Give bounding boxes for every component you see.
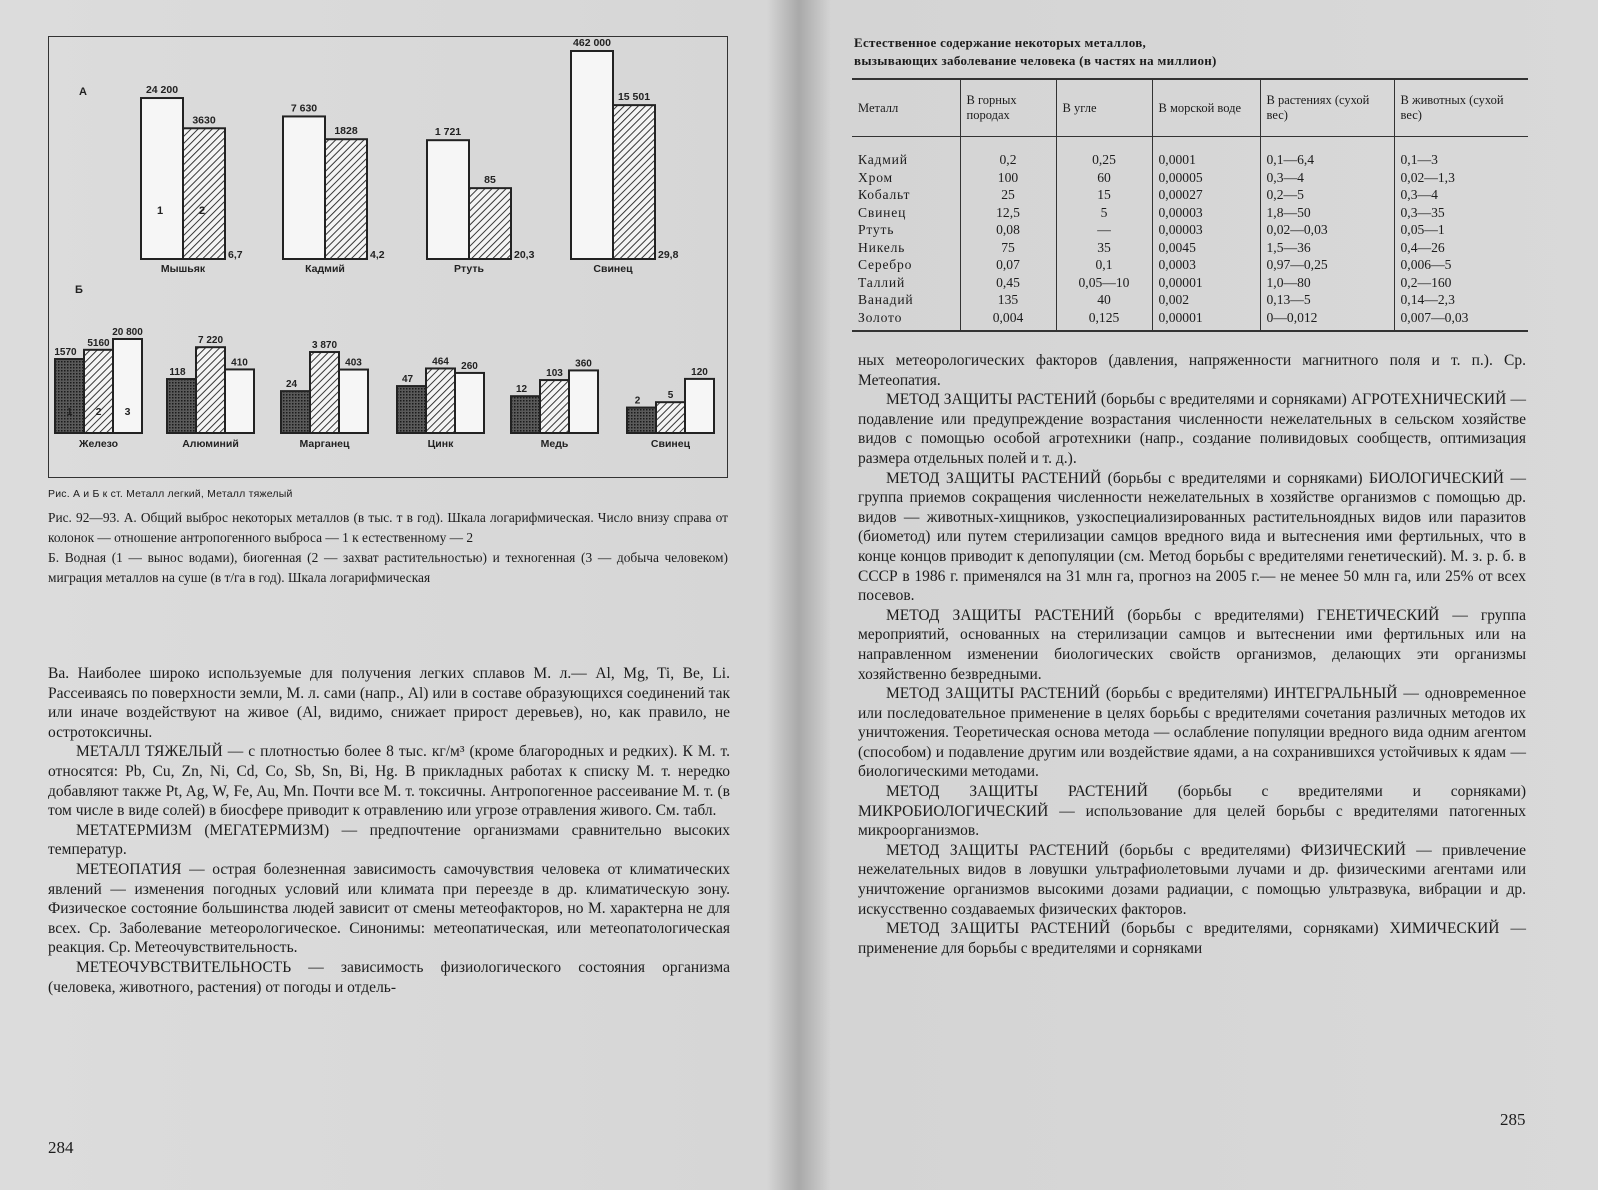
cell-seawater: 0,00005	[1152, 169, 1260, 187]
table-row	[852, 239, 1528, 257]
cell-animals: 0,2—160	[1394, 274, 1528, 292]
bar-biogenic-migration	[196, 347, 225, 433]
group-label: Ртуть	[454, 263, 484, 275]
metals-table	[852, 78, 1528, 332]
paragraph-chemical: МЕТОД ЗАЩИТЫ РАСТЕНИЙ (борьбы с вредителями, сорняками) ХИМИЧЕСКИЙ — применение для борьбы с вредителями и сорняками	[858, 920, 1526, 957]
cell-seawater: 0,00001	[1152, 309, 1260, 332]
bar-natural	[183, 128, 225, 259]
bar-value-label: 1570	[54, 347, 77, 359]
bar-value-label: 360	[575, 358, 592, 370]
cell-coal: 35	[1056, 239, 1152, 257]
bar-value-label: 462 000	[573, 37, 611, 49]
cell-plants: 0—0,012	[1260, 309, 1394, 332]
paragraph-light-metal-end: Ва. Наиболее широко используемые для получения легких сплавов М. л.— Al, Mg, Ti, Be, Li. Рассеиваясь по поверхности земли, М. л. сами (напр., Al) или в составе образующихся соединений так или иначе воздействуют на живое (Al, видимо, снижает прирост деревьев), но, как правило, не остротоксичны.	[48, 665, 730, 741]
group-label: Железо	[78, 438, 119, 450]
bar-value-label: 24	[285, 379, 298, 391]
bar-anthropogenic	[571, 51, 613, 259]
bar-value-label: 2	[634, 395, 641, 407]
paragraph-physical: МЕТОД ЗАЩИТЫ РАСТЕНИЙ (борьбы с вредителями) ФИЗИЧЕСКИЙ — привлечение нежелательных видов в ловушки ультрафиолетовыми лучами и др. физическими агентами или уничтожение организмов высокими дозами радиации, с помощью ультразвука, вибрации и др. искусственно создаваемых физических факторов.	[858, 841, 1526, 918]
cell-plants: 1,8—50	[1260, 204, 1394, 222]
group-label: Медь	[540, 438, 569, 450]
series-number: 1	[66, 406, 73, 418]
col-header-coal: В угле	[1056, 79, 1152, 137]
col-header-plants: В растениях (сухой вес)	[1260, 79, 1394, 137]
cell-seawater: 0,0003	[1152, 256, 1260, 274]
table-row	[852, 204, 1528, 222]
table-row	[852, 291, 1528, 309]
paragraph-microbiological: МЕТОД ЗАЩИТЫ РАСТЕНИЙ (борьбы с вредителями и сорняками) МИКРОБИОЛОГИЧЕСКИЙ — использование для целей борьбы с вредителями патогенных микроорганизмов.	[858, 783, 1526, 840]
cell-animals: 0,3—4	[1394, 186, 1528, 204]
ratio-label: 4,2	[370, 249, 385, 261]
cell-plants: 0,2—5	[1260, 186, 1394, 204]
figure-bar-charts	[48, 36, 728, 478]
cell-plants: 0,02—0,03	[1260, 221, 1394, 239]
cell-seawater: 0,0001	[1152, 137, 1260, 169]
table-row	[852, 169, 1528, 187]
left-page	[0, 0, 798, 1190]
group-label: Свинец	[650, 438, 691, 450]
cell-seawater: 0,002	[1152, 291, 1260, 309]
paragraph-heavy-metal	[48, 742, 730, 820]
cell-animals: 0,3—35	[1394, 204, 1528, 222]
group-label: Цинк	[427, 438, 454, 450]
page-number-left: 284	[48, 1138, 74, 1157]
bar-value-label: 260	[461, 360, 478, 372]
table-row	[852, 309, 1528, 332]
bar-water-migration	[281, 391, 310, 433]
cell-coal: 40	[1056, 291, 1152, 309]
figure-reference-caption: Рис. А и Б к ст. Металл легкий, Металл тяжелый	[48, 488, 293, 500]
group-label: Мышьяк	[160, 263, 206, 275]
col-header-seawater: В морской воде	[1152, 79, 1260, 137]
cell-seawater: 0,0045	[1152, 239, 1260, 257]
paragraph-agrotechnical: МЕТОД ЗАЩИТЫ РАСТЕНИЙ (борьбы с вредителями и сорняками) АГРОТЕХНИЧЕСКИЙ — подавление или предупреждение возрастания численности нежелательных в сельском хозяйстве видов с помощью особой агротехники (напр., создание поливидовых сообществ, оптимизация размера отдельных полей и т. д.).	[858, 391, 1526, 467]
bar-value-label: 120	[691, 366, 708, 378]
bar-value-label: 20 800	[112, 326, 143, 338]
bar-biogenic-migration	[426, 368, 455, 433]
bar-biogenic-migration	[540, 380, 569, 433]
cell-coal: —	[1056, 221, 1152, 239]
cell-animals: 0,02—1,3	[1394, 169, 1528, 187]
cell-metal: Таллий	[858, 274, 906, 290]
bar-technogenic-migration	[339, 370, 368, 433]
bar-value-label: 1 721	[434, 126, 462, 139]
col-header-animals: В животных (сухой вес)	[1394, 79, 1528, 137]
bar-anthropogenic	[283, 116, 325, 259]
cell-coal: 0,25	[1056, 137, 1152, 169]
cell-rocks: 0,2	[960, 137, 1056, 169]
figure-svg	[49, 37, 727, 477]
cell-animals: 0,007—0,03	[1394, 309, 1528, 332]
series-number: 2	[95, 406, 102, 418]
bar-water-migration	[627, 408, 656, 433]
paragraph-meteopathy: МЕТЕОПАТИЯ — острая болезненная зависимость самочувствия человека от климатических явлений — изменения погодных условий или климата при переезде в др. климатическую зону. Физическое состояние большинства людей зависит от смены метеофакторов, но М. характерна не для всех. Ср. Заболевание метеорологическое. Синонимы: метеопатическая, или метеопатологическая реакция. Ср. Метеочувствительность.	[48, 860, 730, 957]
bar-value-label: 1828	[334, 125, 358, 138]
bar-value-label: 3 870	[311, 340, 338, 352]
table-title	[854, 34, 1217, 70]
figure-caption-b: Б. Водная (1 — вынос водами), биогенная (2 — захват растительностью) и техногенная (3 — добыча человеком) миграция металлов на суше (в т/га в год). Шкала логарифмическая	[48, 550, 728, 585]
cell-metal: Никель	[858, 239, 906, 255]
series-number: 2	[198, 205, 206, 217]
group-label: Свинец	[593, 263, 633, 275]
cell-coal: 5	[1056, 204, 1152, 222]
bar-anthropogenic	[427, 140, 469, 259]
paragraph-genetic: МЕТОД ЗАЩИТЫ РАСТЕНИЙ (борьбы с вредителями) ГЕНЕТИЧЕСКИЙ — группа мероприятий, основанных на стерилизации самцов и вытеснении ими фертильных или на направленном изменении биологических свойств организмов, делающих эти организмы хозяйственно безвредными.	[858, 606, 1526, 683]
bar-technogenic-migration	[113, 339, 142, 433]
bar-value-label: 85	[484, 174, 496, 187]
cell-rocks: 0,07	[960, 256, 1056, 274]
bar-value-label: 15 501	[617, 91, 651, 104]
bar-value-label: 3630	[192, 114, 216, 127]
cell-rocks: 25	[960, 186, 1056, 204]
cell-coal: 0,1	[1056, 256, 1152, 274]
cell-metal: Хром	[858, 169, 893, 185]
cell-animals: 0,1—3	[1394, 137, 1528, 169]
cell-coal: 0,05—10	[1056, 274, 1152, 292]
bar-value-label: 118	[169, 367, 186, 379]
cell-metal: Ртуть	[858, 222, 895, 237]
bar-natural	[469, 188, 511, 259]
cell-seawater: 0,00003	[1152, 221, 1260, 239]
cell-plants: 0,1—6,4	[1260, 137, 1394, 169]
table-row	[852, 186, 1528, 204]
bar-natural	[325, 139, 367, 259]
group-label: Кадмий	[305, 263, 345, 275]
cell-coal: 60	[1056, 169, 1152, 187]
bar-value-label: 5160	[87, 337, 110, 349]
col-header-metal: Металл	[852, 79, 960, 137]
series-number: 1	[156, 205, 164, 217]
bar-biogenic-migration	[310, 352, 339, 433]
cell-rocks: 0,004	[960, 309, 1056, 332]
cell-metal: Ванадий	[858, 292, 914, 307]
group-label: Алюминий	[182, 438, 239, 450]
cell-metal: Кобальт	[858, 187, 911, 202]
cell-plants: 0,97—0,25	[1260, 256, 1394, 274]
cell-seawater: 0,00027	[1152, 186, 1260, 204]
cell-rocks: 12,5	[960, 204, 1056, 222]
cell-rocks: 0,08	[960, 221, 1056, 239]
cell-animals: 0,006—5	[1394, 256, 1528, 274]
bar-value-label: 47	[401, 374, 414, 386]
bar-natural	[613, 105, 655, 259]
panel-b-label: Б	[75, 284, 83, 296]
bar-value-label: 12	[515, 384, 528, 396]
table-row	[852, 221, 1528, 239]
bar-value-label: 464	[432, 356, 449, 368]
col-header-rocks: В горных породах	[960, 79, 1056, 137]
page-number-right: 285	[1500, 1110, 1526, 1129]
bar-value-label: 410	[231, 357, 248, 369]
bar-technogenic-migration	[455, 373, 484, 433]
series-number: 3	[124, 406, 131, 418]
paragraph-meteosensitivity: МЕТЕОЧУВСТВИТЕЛЬНОСТЬ — зависимость физиологического состояния организма (человека, животного, растения) от погоды и отдель-	[48, 958, 730, 996]
heavy-metal-text: МЕТАЛЛ ТЯЖЕЛЫЙ — с плотностью более 8 тыс. кг/м³ (кроме благородных и редких). К М. т. относятся: Pb, Cu, Zn, Ni, Cd, Co, Sb, Sn, Bi, Hg. В прикладных работах к списку М. т. нередко добавляют также Pt, Ag, W, Fe, Au, Mn. Почти все М. т. токсичны. Антропогенное рассеивание М. т. (в том числе в виде солей) в биосфере приводит к отравлению или угрозе отравления живого. См. табл.	[48, 743, 730, 820]
bar-water-migration	[167, 379, 196, 433]
bar-value-label: 403	[345, 357, 362, 369]
table-row	[852, 256, 1528, 274]
cell-coal: 0,125	[1056, 309, 1152, 332]
panel-a-label: А	[79, 86, 87, 98]
ratio-label: 29,8	[658, 249, 679, 261]
bar-water-migration	[55, 359, 84, 433]
cell-animals: 0,05—1	[1394, 221, 1528, 239]
bar-technogenic-migration	[569, 370, 598, 433]
cell-rocks: 75	[960, 239, 1056, 257]
cell-metal: Золото	[852, 309, 960, 332]
table-title-line-1: Естественное содержание некоторых металлов,	[854, 35, 1147, 50]
bar-value-label: 7 220	[197, 335, 224, 347]
paragraph-meteo-continued: ных метеорологических факторов (давления, напряженности магнитного поля и т. п.). Ср. Метеопатия.	[858, 352, 1526, 389]
right-body-text	[858, 351, 1526, 958]
cell-seawater: 0,00003	[1152, 204, 1260, 222]
cell-rocks: 135	[960, 291, 1056, 309]
left-body-text	[48, 664, 730, 997]
bar-technogenic-migration	[685, 379, 714, 433]
ratio-label: 6,7	[228, 249, 243, 261]
table-header-row	[852, 79, 1528, 137]
paragraph-metathermism: МЕТАТЕРМИЗМ (МЕГАТЕРМИЗМ) — предпочтение организмами сравнительно высоких температур.	[48, 821, 730, 859]
ratio-label: 20,3	[514, 249, 535, 261]
table-row	[852, 137, 1528, 169]
cell-coal: 15	[1056, 186, 1152, 204]
bar-technogenic-migration	[225, 369, 254, 433]
bar-value-label: 5	[667, 390, 674, 402]
cell-plants: 0,3—4	[1260, 169, 1394, 187]
figure-caption-a: Рис. 92—93. А. Общий выброс некоторых металлов (в тыс. т в год). Шкала логарифмическая. Число внизу справа от колонок — отношение антропогенного выброса — 1 к естественному — 2	[48, 510, 728, 545]
cell-plants: 1,0—80	[1260, 274, 1394, 292]
paragraph-biological: МЕТОД ЗАЩИТЫ РАСТЕНИЙ (борьбы с вредителями и сорняками) БИОЛОГИЧЕСКИЙ — группа приемов сокращения численности нежелательных в хозяйстве организмов с помощью др. видов — животных-хищников, узкоспециализированных растительноядных видов или паразитов (биометод) или путем стерилизации самцов вредного вида и вытеснения ими фертильных, что в конце концов приводит к депопуляции (см. Метод борьбы с вредителями генетический). М. з. р. б. в СССР в 1986 г. применялся на 31 млн га, прогноз на 2005 г.— не менее 50 млн га, или 25% от всех посевов.	[858, 469, 1526, 605]
bar-value-label: 103	[546, 368, 563, 380]
table-row	[852, 274, 1528, 292]
bar-anthropogenic	[141, 98, 183, 259]
cell-metal: Свинец	[858, 204, 907, 220]
bar-value-label: 24 200	[145, 84, 179, 97]
figure-caption	[48, 508, 728, 588]
cell-animals: 0,14—2,3	[1394, 291, 1528, 309]
table-title-line-2: вызывающих заболевание человека (в частях на миллион)	[854, 53, 1217, 68]
bar-biogenic-migration	[84, 350, 113, 433]
bar-water-migration	[397, 386, 426, 433]
cell-animals: 0,4—26	[1394, 239, 1528, 257]
metals-table-body	[852, 137, 1528, 332]
cell-plants: 1,5—36	[1260, 239, 1394, 257]
cell-rocks: 0,45	[960, 274, 1056, 292]
cell-seawater: 0,00001	[1152, 274, 1260, 292]
cell-metal: Кадмий	[858, 152, 908, 167]
bar-water-migration	[511, 396, 540, 433]
group-label: Марганец	[299, 438, 350, 450]
cell-plants: 0,13—5	[1260, 291, 1394, 309]
bar-biogenic-migration	[656, 402, 685, 433]
cell-metal: Серебро	[858, 257, 913, 272]
paragraph-integral: МЕТОД ЗАЩИТЫ РАСТЕНИЙ (борьбы с вредителями) ИНТЕГРАЛЬНЫЙ — одновременное или последовательное применение в целях борьбы с вредителями сочетания различных методов их уничтожения. Теоретическая основа метода — ослабление популяции вредного вида одним агентом (способом) и подавление другим или воздействие ядами, а на сохранившихся устойчивых к ядам — биологическими методами.	[858, 685, 1526, 781]
cell-rocks: 100	[960, 169, 1056, 187]
bar-value-label: 7 630	[290, 102, 318, 115]
